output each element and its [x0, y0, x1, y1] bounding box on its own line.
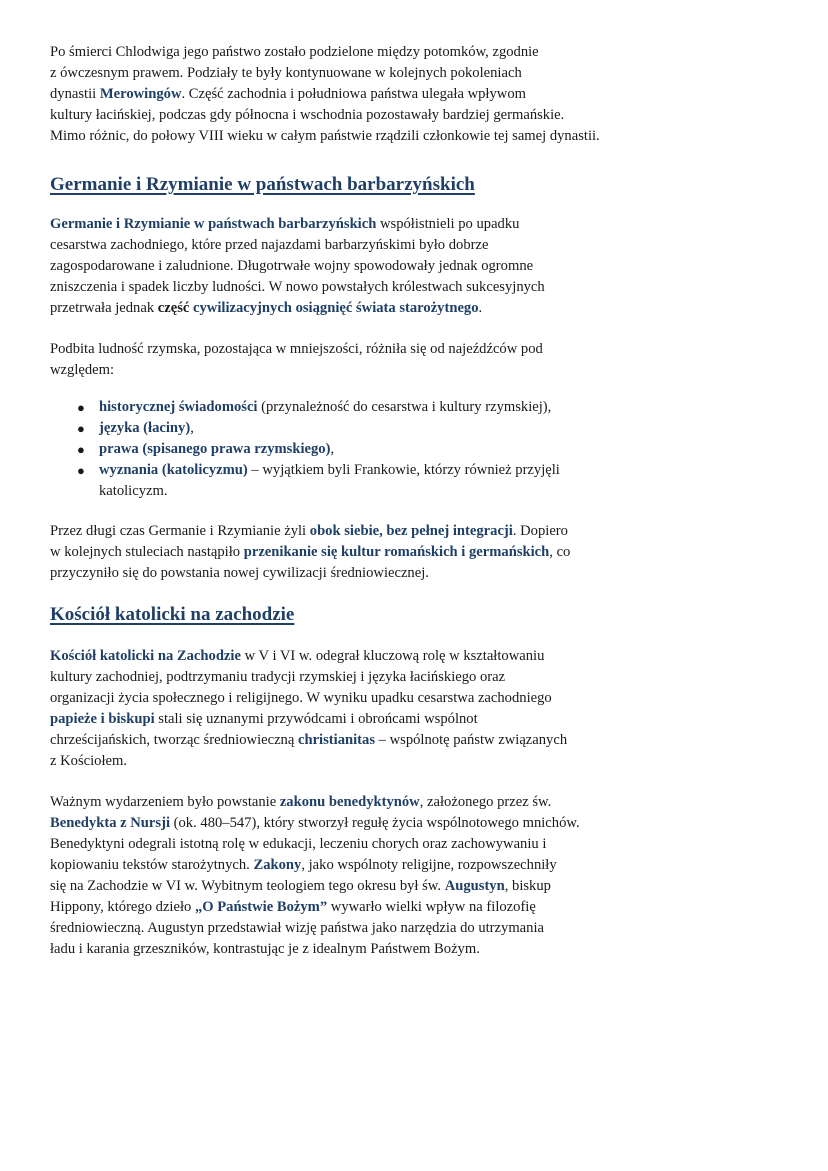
text-run: – wyjątkiem byli Frankowie, którzy również przyjęli: [247, 462, 560, 478]
text-line: [50, 876, 810, 897]
differences-list: [50, 397, 810, 502]
text-run: kopiowaniu tekstów starożytnych.: [50, 857, 254, 873]
text-run: , jako wspólnoty religijne, rozpowszechniły: [301, 857, 557, 873]
bullet-icon: ●: [77, 400, 85, 415]
highlight-term: papieże i biskupi: [50, 711, 155, 727]
text-line: Podbita ludność rzymska, pozostająca w mniejszości, różniła się od najeźdźców pod: [50, 341, 543, 357]
text-line: ładu i karania grzeszników, kontrastując je z idealnym Państwem Bożym.: [50, 941, 480, 957]
text-run: , biskup: [504, 878, 551, 894]
highlight-term: Kościół katolicki na Zachodzie: [50, 648, 241, 664]
list-item: [50, 439, 810, 460]
text-run: (ok. 480–547), który stworzył regułę życia wspólnotowego mnichów.: [170, 815, 580, 831]
text-run: (przynależność do cesarstwa i kultury rzymskiej),: [257, 399, 552, 415]
text-run: . Dopiero: [512, 523, 568, 539]
bold-term: część: [157, 300, 190, 316]
text-run: się na Zachodzie w VI w. Wybitnym teologiem tego okresu był św.: [50, 878, 445, 894]
document-page: [50, 42, 810, 960]
text-line: zagospodarowane i zaludnione. Długotrwałe wojny spowodowały jednak ogromne: [50, 258, 534, 274]
intro-paragraph: [50, 42, 810, 147]
text-run: katolicyzm.: [99, 483, 168, 499]
highlight-term: zakonu benedyktynów: [279, 794, 420, 810]
text-line: przyczyniło się do powstania nowej cywilizacji średniowiecznej.: [50, 565, 429, 581]
bullet-icon: ●: [77, 421, 85, 436]
text-run: stali się uznanymi przywódcami i obrońcami wspólnot: [154, 711, 478, 727]
text-line: Mimo różnic, do połowy VIII wieku w całym państwie rządzili członkowie tej samej dynastii.: [50, 128, 600, 144]
text-run: Przez długi czas Germanie i Rzymianie żyli: [50, 523, 310, 539]
text-line: [50, 792, 810, 813]
section2-paragraph-1: [50, 646, 810, 772]
section-heading-kosciol: Kościół katolicki na zachodzie: [50, 604, 295, 625]
text-run: ,: [330, 441, 335, 457]
text-line: [50, 298, 810, 319]
text-run: .: [478, 300, 483, 316]
text-run: w V i VI w. odegrał kluczową rolę w kształtowaniu: [240, 648, 545, 664]
text-line: [50, 542, 810, 563]
highlight-term: cywilizacyjnych osiągnięć świata starożytnego: [193, 300, 479, 316]
list-item: [50, 397, 810, 418]
highlight-term: Augustyn: [444, 878, 505, 894]
text-run: Ważnym wydarzeniem było powstanie: [50, 794, 280, 810]
section1-paragraph-2: [50, 339, 810, 381]
text-line: kultury zachodniej, podtrzymaniu tradycji rzymskiej i języka łacińskiego oraz: [50, 669, 506, 685]
text-line: średniowieczną. Augustyn przedstawiał wizję państwa jako narzędzia do utrzymania: [50, 920, 544, 936]
text-line: [50, 730, 810, 751]
text-run: . Część zachodnia i południowa państwa ulegała wpływom: [181, 86, 526, 102]
text-run: , założonego przez św.: [419, 794, 552, 810]
highlight-term: przenikanie się kultur romańskich i germańskich: [243, 544, 550, 560]
highlight-term: prawa (spisanego prawa rzymskiego): [99, 441, 331, 457]
text-line: z ówczesnym prawem. Podziały te były kontynuowane w kolejnych pokoleniach: [50, 65, 522, 81]
highlight-term: języka (łaciny): [99, 420, 191, 436]
highlight-term: Merowingów: [99, 86, 182, 102]
text-run: Hippony, którego dzieło: [50, 899, 195, 915]
text-line: [50, 521, 810, 542]
list-item: [50, 460, 810, 502]
text-line: kultury łacińskiej, podczas gdy północna i wschodnia pozostawały bardziej germańskie.: [50, 107, 565, 123]
text-line: [50, 646, 810, 667]
section2-paragraph-2: [50, 792, 810, 960]
text-line: z Kościołem.: [50, 753, 128, 769]
text-run: ,: [190, 420, 194, 436]
text-line: [50, 709, 810, 730]
text-line: [50, 214, 810, 235]
list-item: [50, 418, 810, 439]
text-line: cesarstwa zachodniego, które przed najazdami barbarzyńskimi było dobrze: [50, 237, 489, 253]
bullet-icon: ●: [77, 442, 85, 457]
highlight-term: „O Państwie Bożym”: [194, 899, 328, 915]
text-line: [50, 855, 810, 876]
section1-paragraph-3: [50, 521, 810, 584]
text-line: [50, 813, 810, 834]
text-line: względem:: [50, 362, 115, 378]
text-line: [50, 84, 810, 105]
text-run: – wspólnotę państw związanych: [375, 732, 568, 748]
highlight-term: Benedykta z Nursji: [50, 815, 170, 831]
highlight-term: Zakony: [253, 857, 302, 873]
text-line: organizacji życia społecznego i religijnego. W wyniku upadku cesarstwa zachodniego: [50, 690, 552, 706]
bullet-icon: ●: [77, 463, 85, 478]
text-run: przetrwała jednak: [50, 300, 158, 316]
text-line: [50, 897, 810, 918]
highlight-term: historycznej świadomości: [99, 399, 258, 415]
text-run: , co: [549, 544, 571, 560]
text-run: wywarło wielki wpływ na filozofię: [327, 899, 536, 915]
text-run: współistnieli po upadku: [376, 216, 520, 232]
section-heading-germanie: Germanie i Rzymianie w państwach barbarzyńskich: [50, 174, 475, 195]
text-line: zniszczenia i spadek liczby ludności. W nowo powstałych królestwach sukcesyjnych: [50, 279, 545, 295]
text-line: Po śmierci Chlodwiga jego państwo zostało podzielone między potomków, zgodnie: [50, 44, 539, 60]
text-run: chrześcijańskich, tworząc średniowieczną: [50, 732, 298, 748]
highlight-term: obok siebie, bez pełnej integracji: [309, 523, 513, 539]
highlight-term: wyznania (katolicyzmu): [99, 462, 248, 478]
text-run: w kolejnych stuleciach nastąpiło: [50, 544, 244, 560]
highlight-term: Germanie i Rzymianie w państwach barbarzyńskich: [50, 216, 377, 232]
text-run: dynastii: [50, 86, 100, 102]
text-line: Benedyktyni odegrali istotną rolę w edukacji, leczeniu chorych oraz zachowywaniu i: [50, 836, 547, 852]
section1-paragraph-1: [50, 214, 810, 319]
highlight-term: christianitas: [297, 732, 376, 748]
